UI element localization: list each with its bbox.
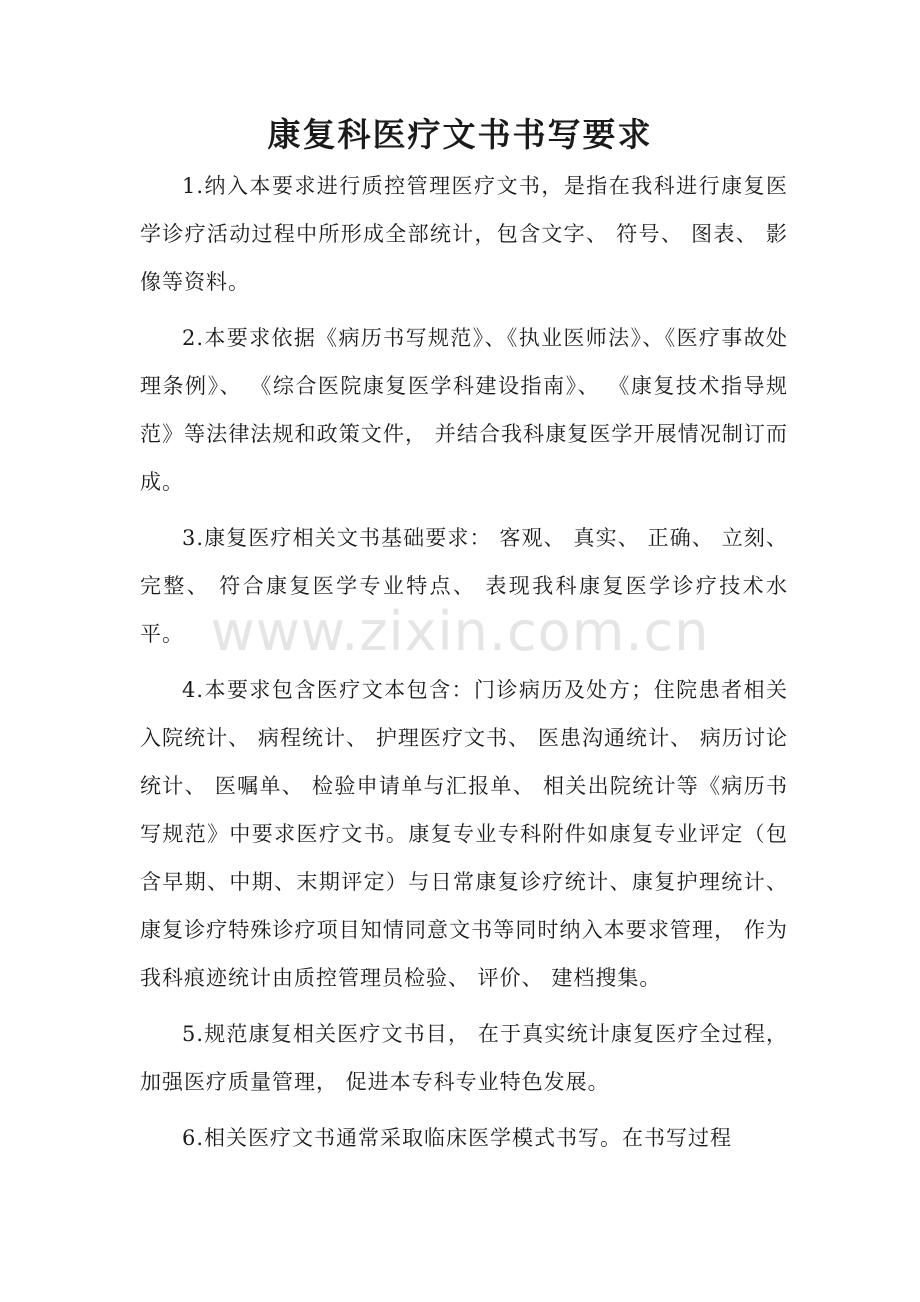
document-body <box>140 162 788 1170</box>
paragraph-6: 6.相关医疗文书通常采取临床医学模式书写。在书写过程 <box>182 1126 733 1150</box>
paragraph-5: 5.规范康复相关医疗文书目， 在于真实统计康复医疗全过程， 加强医疗质量管理， 促进本专科专业特色发展。 <box>140 1022 788 1094</box>
paragraph-1: 1.纳入本要求进行质控管理医疗文书，是指在我科进行康复医学诊疗活动过程中所形成全部统计，包含文字、 符号、 图表、 影像等资料。 <box>140 174 788 294</box>
paragraph-4: 4.本要求包含医疗文本包含：门诊病历及处方；住院患者相关入院统计、 病程统计、 护理医疗文书、 医患沟通统计、 病历讨论统计、 医嘱单、 检验申请单与汇报单、 相关出院统计等《病历书写规范》中要求医疗文书。康复专业专科附件如康复专业评定（包含早期、中期、末期评定）与日常康复诊疗统计、康复护理统计、康复诊疗特殊诊疗项目知情同意文书等同时纳入本要求管理， 作为我科痕迹统计由质控管理员检验、 评价、 建档搜集。 <box>140 678 788 990</box>
paragraph-3: 3.康复医疗相关文书基础要求： 客观、 真实、 正确、 立刻、 完整、 符合康复医学专业特点、 表现我科康复医学诊疗技术水平。 <box>140 526 788 646</box>
watermark: www.zixin.com.cn <box>210 600 710 663</box>
paragraph-2: 2.本要求依据《病历书写规范》、《执业医师法》、《医疗事故处理条例》、 《综合医院康复医学科建设指南》、 《康复技术指导规范》等法律法规和政策文件， 并结合我科康复医学开展情况制订而成。 <box>140 326 788 494</box>
document-title: 康复科医疗文书书写要求 <box>267 115 653 154</box>
